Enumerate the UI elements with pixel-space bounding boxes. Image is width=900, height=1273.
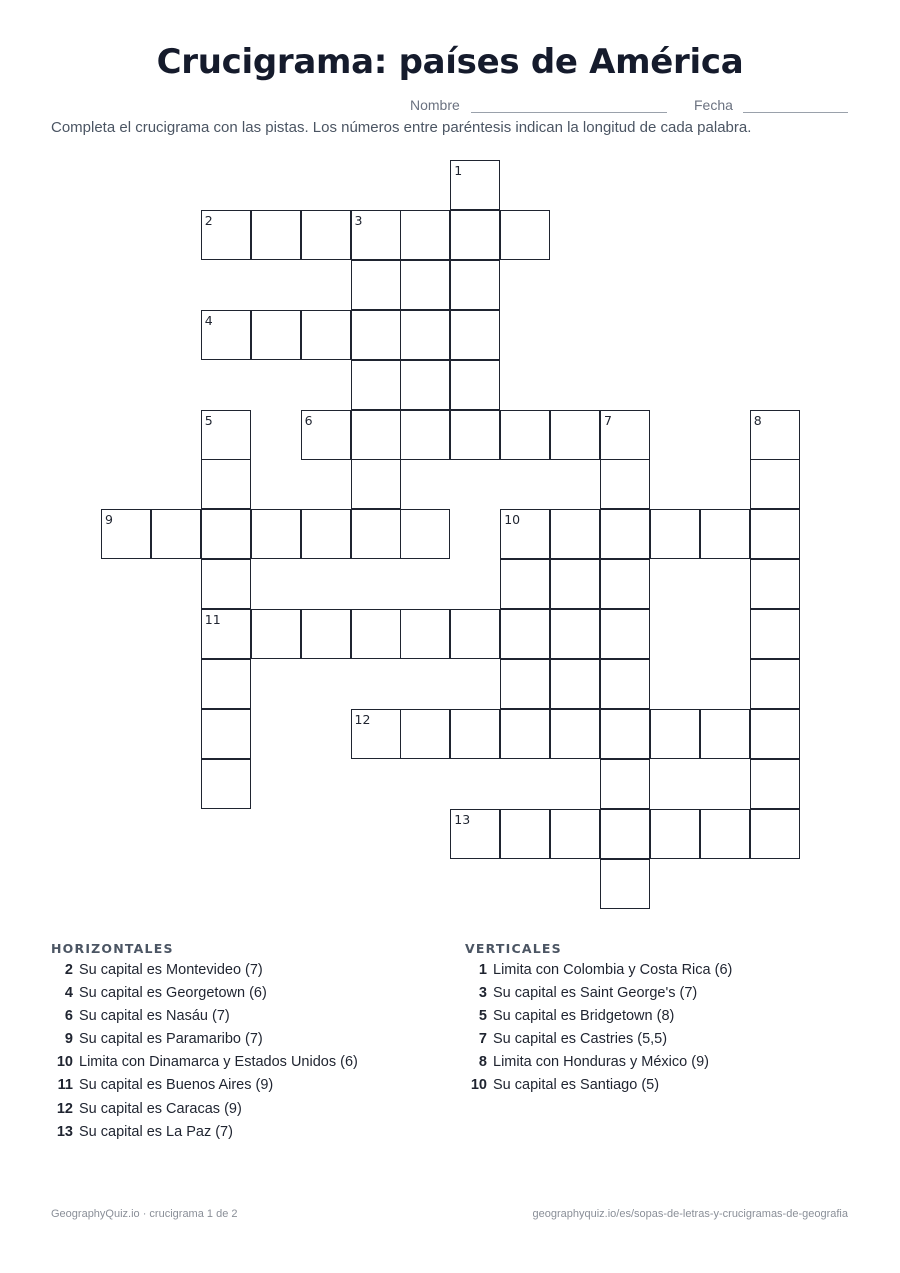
grid-cell[interactable] <box>450 410 500 460</box>
grid-cell[interactable] <box>750 609 800 659</box>
clue-text: Su capital es Montevideo (7) <box>79 962 263 978</box>
name-field[interactable] <box>471 112 667 113</box>
grid-cell[interactable] <box>400 509 450 559</box>
grid-cell[interactable] <box>201 310 251 360</box>
grid-cell[interactable] <box>750 459 800 509</box>
grid-cell[interactable] <box>550 809 600 859</box>
across-clue <box>51 1054 358 1077</box>
grid-cell[interactable] <box>251 509 301 559</box>
cell-number: 12 <box>354 711 371 727</box>
grid-cell[interactable] <box>600 809 650 859</box>
grid-cell[interactable] <box>550 509 600 559</box>
down-clue <box>465 1031 732 1054</box>
grid-cell[interactable] <box>600 410 650 460</box>
grid-cell[interactable] <box>450 210 500 260</box>
grid-cell[interactable] <box>600 459 650 509</box>
grid-cell[interactable] <box>400 360 450 410</box>
grid-cell[interactable] <box>251 609 301 659</box>
grid-cell[interactable] <box>201 759 251 809</box>
grid-cell[interactable] <box>600 709 650 759</box>
clue-text: Su capital es Bridgetown (8) <box>493 1008 675 1025</box>
clue-text: Su capital es La Paz (7) <box>79 1123 233 1140</box>
down-heading: VERTICALES <box>465 941 562 956</box>
grid-cell[interactable] <box>450 260 500 310</box>
grid-cell[interactable] <box>600 759 650 809</box>
grid-cell[interactable] <box>450 160 500 210</box>
clue-number: 10 <box>56 1054 73 1071</box>
cell-number: 7 <box>604 412 612 428</box>
down-clue <box>465 985 732 1008</box>
grid-cell[interactable] <box>400 709 450 759</box>
grid-cell[interactable] <box>400 310 450 360</box>
across-clue <box>51 1077 358 1100</box>
grid-cell[interactable] <box>351 410 401 460</box>
grid-cell[interactable] <box>500 809 550 859</box>
cell-number: 3 <box>354 212 363 228</box>
across-clue <box>51 1031 358 1054</box>
grid-cell[interactable] <box>201 410 251 460</box>
grid-cell[interactable] <box>251 210 301 260</box>
grid-cell[interactable] <box>450 709 500 759</box>
clue-text: Su capital es Nasáu (7) <box>79 1008 230 1025</box>
grid-cell[interactable] <box>201 509 251 559</box>
grid-cell[interactable] <box>450 609 500 659</box>
clue-number: 8 <box>478 1054 487 1071</box>
clue-text: Su capital es Caracas (9) <box>79 1100 242 1117</box>
clue-text: Su capital es Buenos Aires (9) <box>79 1077 274 1094</box>
grid-cell[interactable] <box>450 360 500 410</box>
instructions: Completa el crucigrama con las pistas. Los números entre paréntesis indican la longitud de cada palabra. <box>51 119 752 136</box>
grid-cell[interactable] <box>450 809 500 859</box>
grid-cell[interactable] <box>550 609 600 659</box>
clue-text: Su capital es Santiago (5) <box>493 1077 660 1094</box>
date-label: Fecha <box>694 97 733 113</box>
grid-cell[interactable] <box>400 410 450 460</box>
grid-cell[interactable] <box>500 659 550 709</box>
grid-cell[interactable] <box>500 410 550 460</box>
clue-text: Su capital es Castries (5,5) <box>493 1031 668 1048</box>
across-clue-list <box>51 962 358 1147</box>
grid-cell[interactable] <box>700 709 750 759</box>
grid-cell[interactable] <box>750 809 800 859</box>
clue-text: Su capital es Paramaribo (7) <box>79 1031 263 1048</box>
grid-cell[interactable] <box>400 609 450 659</box>
grid-cell[interactable] <box>351 310 401 360</box>
grid-cell[interactable] <box>301 509 351 559</box>
grid-cell[interactable] <box>750 759 800 809</box>
clue-text: Limita con Colombia y Costa Rica (6) <box>493 962 733 978</box>
across-clue <box>51 1124 358 1147</box>
grid-cell[interactable] <box>351 260 401 310</box>
cell-number: 6 <box>304 412 313 428</box>
across-clue <box>51 1101 358 1124</box>
grid-cell[interactable] <box>301 410 351 460</box>
grid-cell[interactable] <box>500 559 550 609</box>
grid-cell[interactable] <box>251 310 301 360</box>
grid-cell[interactable] <box>600 559 650 609</box>
grid-cell[interactable] <box>750 559 800 609</box>
grid-cell[interactable] <box>550 410 600 460</box>
across-clue <box>51 985 358 1008</box>
grid-cell[interactable] <box>750 659 800 709</box>
footer-left: GeographyQuiz.io · crucigrama 1 de 2 <box>51 1208 238 1220</box>
grid-cell[interactable] <box>201 559 251 609</box>
grid-cell[interactable] <box>750 509 800 559</box>
grid-cell[interactable] <box>600 509 650 559</box>
across-clue <box>51 1008 358 1031</box>
grid-cell[interactable] <box>400 210 450 260</box>
clue-number: 10 <box>470 1077 487 1094</box>
grid-cell[interactable] <box>550 709 600 759</box>
clue-number: 12 <box>56 1100 73 1117</box>
grid-cell[interactable] <box>500 709 550 759</box>
grid-cell[interactable] <box>700 509 750 559</box>
grid-cell[interactable] <box>201 609 251 659</box>
down-clue <box>465 1054 732 1077</box>
clue-number: 9 <box>64 1031 73 1048</box>
grid-cell[interactable] <box>500 210 550 260</box>
cell-number: 1 <box>454 163 463 178</box>
grid-cell[interactable] <box>550 559 600 609</box>
grid-cell[interactable] <box>600 609 650 659</box>
cell-number: 10 <box>504 512 521 528</box>
down-clue <box>465 1008 732 1031</box>
grid-cell[interactable] <box>351 360 401 410</box>
grid-cell[interactable] <box>351 509 401 559</box>
clue-text: Limita con Honduras y México (9) <box>493 1054 709 1071</box>
grid-cell[interactable] <box>700 809 750 859</box>
clue-number: 5 <box>478 1008 487 1025</box>
cell-number: 8 <box>753 412 762 428</box>
clue-number: 3 <box>478 985 487 1002</box>
across-clue <box>51 962 358 985</box>
cell-number: 13 <box>454 811 471 827</box>
clue-number: 13 <box>56 1123 73 1140</box>
clue-text: Su capital es Georgetown (6) <box>79 985 267 1002</box>
grid-cell[interactable] <box>650 509 700 559</box>
name-label: Nombre <box>410 97 460 113</box>
grid-cell[interactable] <box>750 709 800 759</box>
grid-cell[interactable] <box>201 210 251 260</box>
cell-number: 5 <box>204 412 213 428</box>
grid-cell[interactable] <box>750 410 800 460</box>
grid-cell[interactable] <box>500 509 550 559</box>
clue-number: 11 <box>57 1077 73 1094</box>
cell-number: 9 <box>105 512 113 528</box>
clue-number: 2 <box>64 962 73 978</box>
grid-cell[interactable] <box>500 609 550 659</box>
grid-cell[interactable] <box>400 260 450 310</box>
grid-cell[interactable] <box>201 659 251 709</box>
grid-cell[interactable] <box>351 210 401 260</box>
grid-cell[interactable] <box>550 659 600 709</box>
down-clue-list <box>465 962 732 1101</box>
grid-cell[interactable] <box>351 609 401 659</box>
grid-cell[interactable] <box>101 509 151 559</box>
grid-cell[interactable] <box>650 709 700 759</box>
grid-cell[interactable] <box>351 459 401 509</box>
down-clue <box>465 962 732 985</box>
footer-right: geographyquiz.io/es/sopas-de-letras-y-crucigramas-de-geografia <box>532 1208 848 1220</box>
clue-number: 1 <box>478 962 487 978</box>
grid-cell[interactable] <box>301 210 351 260</box>
grid-cell[interactable] <box>650 809 700 859</box>
across-heading: HORIZONTALES <box>51 941 174 956</box>
grid-cell[interactable] <box>301 609 351 659</box>
page-title: Crucigrama: países de América <box>156 42 744 82</box>
grid-cell[interactable] <box>201 709 251 759</box>
clue-number: 4 <box>64 985 73 1002</box>
cell-number: 11 <box>204 612 221 628</box>
clue-number: 6 <box>64 1008 73 1025</box>
grid-cell[interactable] <box>600 859 650 909</box>
grid-cell[interactable] <box>201 459 251 509</box>
cell-number: 2 <box>204 212 213 228</box>
date-field[interactable] <box>743 112 848 113</box>
grid-cell[interactable] <box>351 709 401 759</box>
grid-cell[interactable] <box>151 509 201 559</box>
grid-cell[interactable] <box>301 310 351 360</box>
down-clue <box>465 1077 732 1100</box>
clue-text: Limita con Dinamarca y Estados Unidos (6) <box>79 1054 358 1071</box>
clue-text: Su capital es Saint George's (7) <box>493 985 698 1002</box>
clue-number: 7 <box>478 1031 487 1048</box>
grid-cell[interactable] <box>450 310 500 360</box>
cell-number: 4 <box>204 312 213 328</box>
grid-cell[interactable] <box>600 659 650 709</box>
